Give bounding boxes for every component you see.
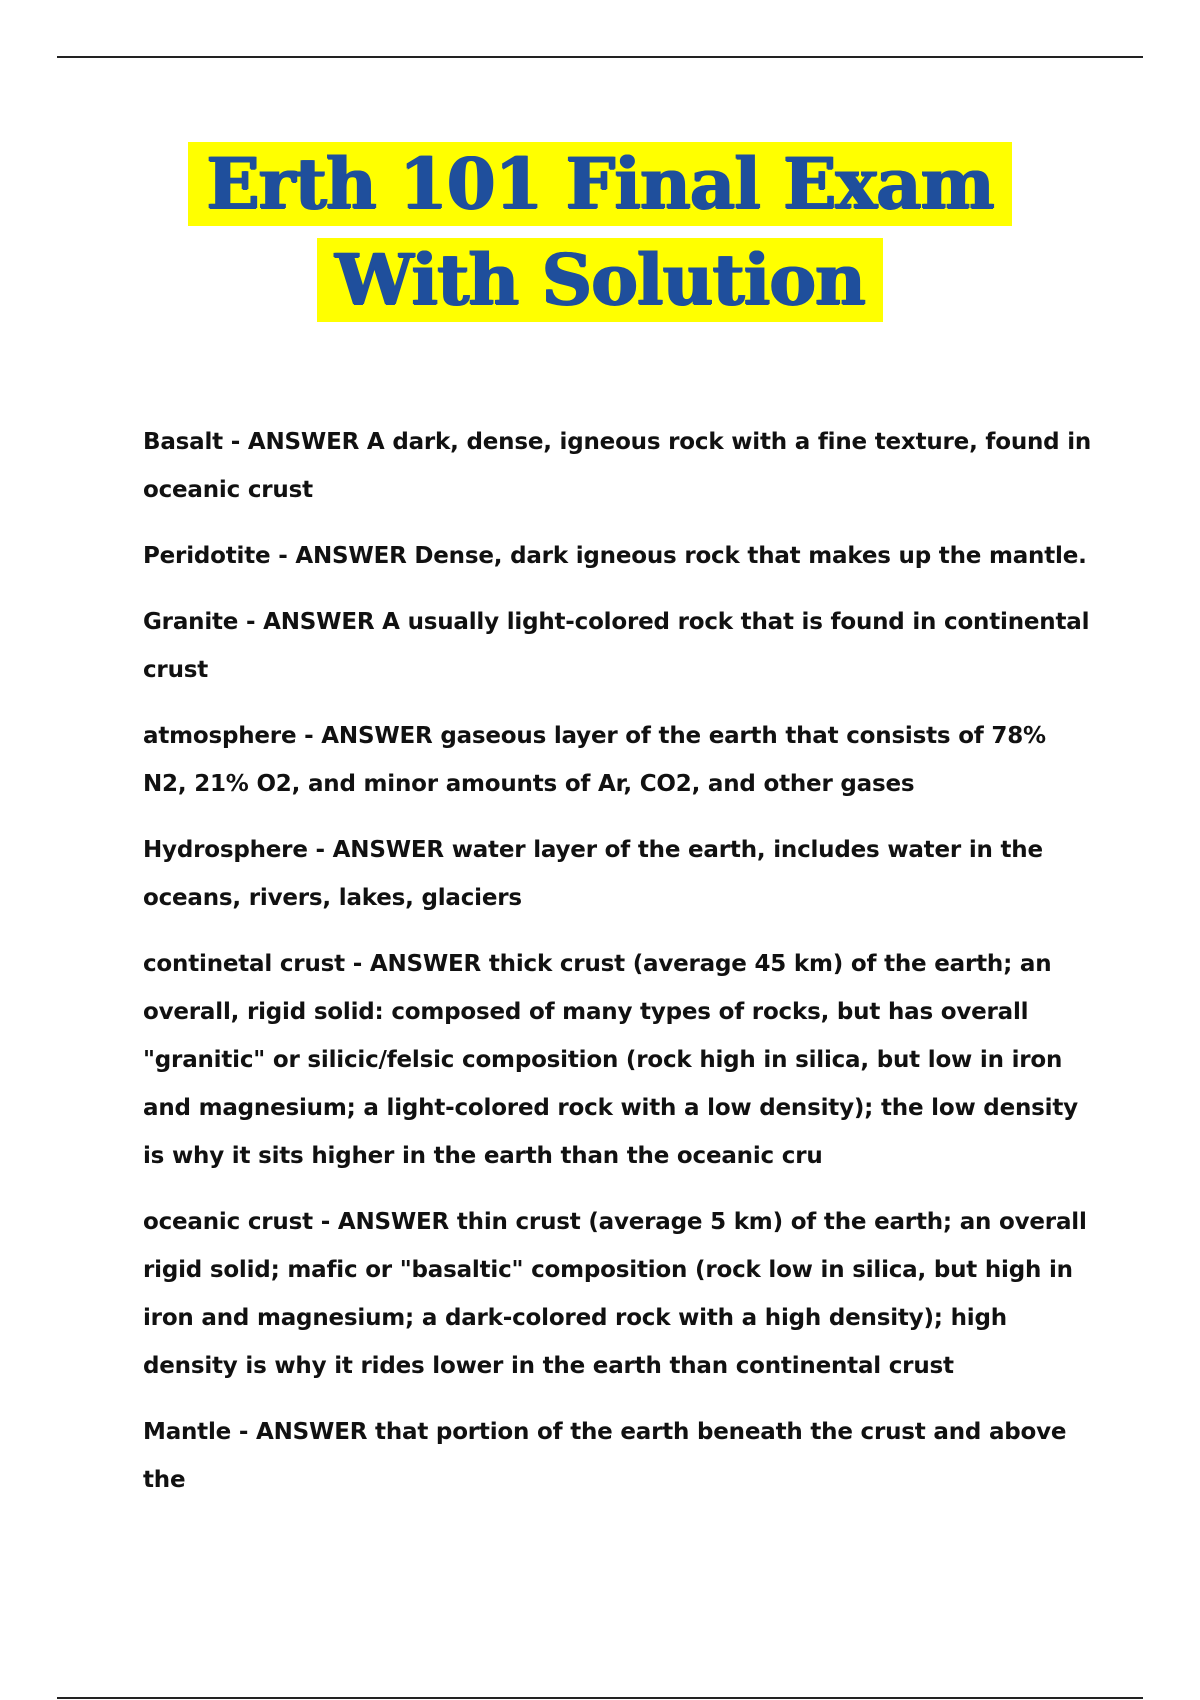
bottom-rule: [57, 1697, 1143, 1699]
title-line-2: With Solution: [317, 238, 883, 322]
entry-mantle: Mantle - ANSWER that portion of the earth beneath the crust and above the: [143, 1419, 1067, 1493]
document-title: [0, 142, 1200, 334]
entry-peridotite: Peridotite - ANSWER Dense, dark igneous rock that makes up the mantle.: [143, 543, 1087, 569]
entry-hydrosphere: Hydrosphere - ANSWER water layer of the earth, includes water in the oceans, rivers, lakes, glaciers: [143, 837, 1043, 911]
answer-list: [143, 418, 1093, 1522]
entry-oceanic-crust: oceanic crust - ANSWER thin crust (average 5 km) of the earth; an overall rigid solid; mafic or "basaltic" composition (rock low in silica, but high in iron and magnesium; a dark-colored rock with a high density); high density is why it rides lower in the earth than continental crust: [143, 1209, 1087, 1379]
top-rule: [57, 56, 1143, 58]
title-line-1: Erth 101 Final Exam: [188, 142, 1011, 226]
entry-granite: Granite - ANSWER A usually light-colored rock that is found in continental crust: [143, 609, 1090, 683]
entry-atmosphere: atmosphere - ANSWER gaseous layer of the earth that consists of 78% N2, 21% O2, and minor amounts of Ar, CO2, and other gases: [143, 723, 1046, 797]
entry-continental-crust: continetal crust - ANSWER thick crust (average 45 km) of the earth; an overall, rigid solid: composed of many types of rocks, but has overall "granitic" or silicic/felsic composition (rock high in silica, but low in iron and magnesium; a light-colored rock with a low density); the low density is why it sits higher in the earth than the oceanic cru: [143, 951, 1078, 1169]
entry-basalt: Basalt - ANSWER A dark, dense, igneous rock with a fine texture, found in oceanic crust: [143, 429, 1092, 503]
